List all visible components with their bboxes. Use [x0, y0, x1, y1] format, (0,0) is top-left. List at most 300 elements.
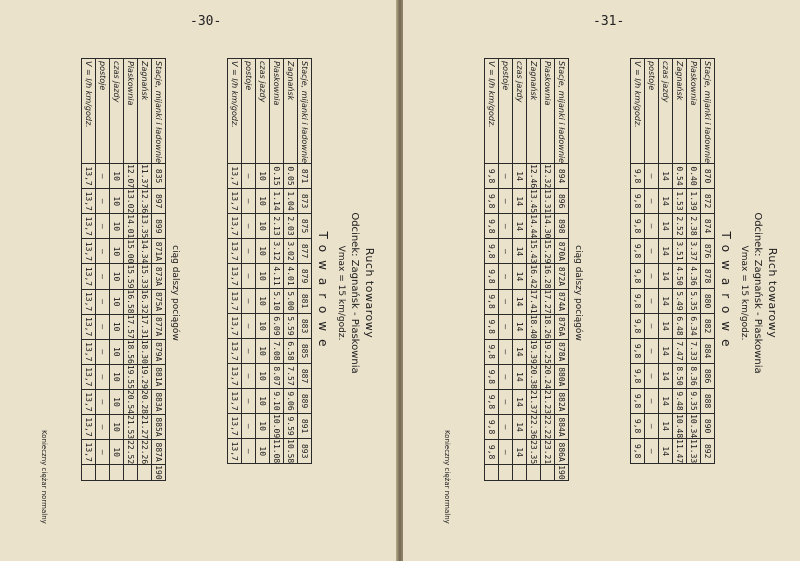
speed-cell: 9,8: [631, 364, 645, 389]
train-number-cell: 883: [298, 314, 312, 339]
run-time-cell: 10: [110, 189, 124, 214]
speed-cell: 9,8: [485, 415, 499, 440]
stop-cell: —: [645, 189, 659, 214]
speed-cell: 13,7: [82, 289, 96, 314]
train-number-cell: 874A: [555, 289, 569, 314]
timetable-row: [673, 59, 687, 464]
run-time-cell: 10: [256, 264, 270, 289]
run-time-cell: 10: [110, 239, 124, 264]
stop-cell: —: [242, 389, 256, 414]
row-label: czas jazdy: [256, 59, 270, 164]
departure-time-cell: 3.37: [687, 239, 701, 264]
departure-time-cell: 3.02: [284, 239, 298, 264]
timetable-row: [541, 59, 555, 481]
row-label: czas jazdy: [659, 59, 673, 164]
departure-time-cell: 11.33: [687, 439, 701, 464]
speed-cell: 13,7: [82, 389, 96, 414]
speed-cell: 13,7: [82, 314, 96, 339]
train-number-cell: 880: [701, 289, 715, 314]
train-number-cell: 887A: [152, 440, 166, 465]
timetable-row: [242, 59, 256, 464]
arrival-time-cell: 0.54: [673, 164, 687, 189]
speed-cell: 13,7: [228, 264, 242, 289]
stop-cell: —: [645, 314, 659, 339]
timetable-row: [645, 59, 659, 464]
train-number-cell: 888: [701, 389, 715, 414]
train-number-cell: 875A: [152, 289, 166, 314]
run-time-cell: 14: [513, 364, 527, 389]
run-time-cell: 10: [110, 214, 124, 239]
speed-cell: 13,7: [228, 314, 242, 339]
departure-time-cell: 9.06: [284, 389, 298, 414]
stop-cell: —: [499, 239, 513, 264]
stop-cell: —: [645, 164, 659, 189]
run-time-cell: 14: [513, 415, 527, 440]
page-title: Ruch towarowy: [363, 247, 376, 339]
arrival-time-cell: 22.36: [527, 415, 541, 440]
timetable-block-1: [227, 58, 312, 464]
weight-cell: [138, 465, 152, 480]
stop-cell: —: [645, 439, 659, 464]
departure-time-cell: 17.27: [541, 289, 555, 314]
timetable-row: [138, 59, 152, 481]
continuation-label: ciąg dalszy pociągów: [170, 245, 180, 341]
train-number-cell: 875: [298, 214, 312, 239]
arrival-time-cell: 15.43: [527, 239, 541, 264]
run-time-cell: 10: [256, 389, 270, 414]
train-number-cell: 876A: [555, 314, 569, 339]
row-label: V = l/h km/godz.: [228, 59, 242, 164]
arrival-time-cell: 19.39: [527, 339, 541, 364]
stop-cell: —: [242, 339, 256, 364]
departure-time-cell: 22.22: [541, 415, 555, 440]
footer-note: Konieczny ciężar normalny: [443, 430, 451, 524]
stop-cell: —: [499, 289, 513, 314]
train-number-cell: 886A: [555, 440, 569, 465]
departure-time-cell: 4.01: [284, 264, 298, 289]
run-time-cell: 14: [659, 289, 673, 314]
section-title: Odcinek: Zagnańsk - Piaskownia: [752, 212, 763, 374]
row-label: V = l/h km/godz.: [485, 59, 499, 164]
train-number-cell: 879A: [152, 339, 166, 364]
train-number-cell: 871: [298, 164, 312, 189]
stop-cell: —: [96, 389, 110, 414]
arrival-time-cell: 11.47: [673, 439, 687, 464]
train-number-cell: 891: [298, 414, 312, 439]
stop-cell: —: [499, 264, 513, 289]
stop-cell: —: [242, 414, 256, 439]
departure-time-cell: 7.57: [284, 364, 298, 389]
stop-cell: —: [96, 440, 110, 465]
run-time-cell: 10: [256, 364, 270, 389]
train-number-cell: 882A: [555, 389, 569, 414]
speed-cell: 9,8: [631, 289, 645, 314]
stop-cell: —: [96, 289, 110, 314]
run-time-cell: 14: [659, 339, 673, 364]
left-page: [0, 0, 399, 561]
arrival-time-cell: 16.42: [527, 264, 541, 289]
arrival-time-cell: 22.52: [124, 440, 138, 465]
train-number-cell: 898: [555, 214, 569, 239]
arrival-time-cell: 4.50: [673, 264, 687, 289]
run-time-cell: 14: [513, 440, 527, 465]
row-label: Stacje, mijanki i ładownie: [298, 59, 312, 164]
train-number-cell: 876: [701, 239, 715, 264]
stop-cell: —: [499, 415, 513, 440]
arrival-time-cell: 1.14: [270, 189, 284, 214]
weight-cell: [485, 465, 499, 480]
speed-cell: 9,8: [631, 214, 645, 239]
weight-cell: [110, 465, 124, 480]
train-number-cell: 870A: [555, 239, 569, 264]
speed-cell: 9,8: [485, 189, 499, 214]
arrival-time-cell: 2.52: [673, 214, 687, 239]
arrival-time-cell: 21.37: [527, 389, 541, 414]
stop-cell: —: [499, 214, 513, 239]
train-number-cell: 893: [298, 439, 312, 464]
run-time-cell: 14: [659, 239, 673, 264]
row-label: Zagnańsk: [673, 59, 687, 164]
departure-time-cell: 17.31: [138, 314, 152, 339]
train-number-cell: 897: [152, 189, 166, 214]
arrival-time-cell: 20.54: [124, 389, 138, 414]
speed-cell: 9,8: [631, 314, 645, 339]
run-time-cell: 10: [256, 164, 270, 189]
weight-cell: [513, 465, 527, 480]
train-number-cell: 885A: [152, 415, 166, 440]
run-time-cell: 14: [659, 214, 673, 239]
speed-cell: 9,8: [631, 414, 645, 439]
stop-cell: —: [499, 314, 513, 339]
train-number-cell: 881A: [152, 364, 166, 389]
row-label: V = l/h km/godz.: [82, 59, 96, 164]
arrival-time-cell: 18.56: [124, 339, 138, 364]
departure-time-cell: 20.28: [138, 389, 152, 414]
arrival-time-cell: 1.53: [673, 189, 687, 214]
speed-cell: 9,8: [485, 164, 499, 189]
run-time-cell: 14: [513, 389, 527, 414]
weight-cell: [527, 465, 541, 480]
arrival-time-cell: 15.00: [124, 239, 138, 264]
run-time-cell: 14: [659, 439, 673, 464]
row-label: Zagnańsk: [138, 59, 152, 164]
speed-cell: 9,8: [631, 164, 645, 189]
speed-limit: Vmax = 15 km/godz.: [739, 245, 749, 341]
train-number-cell: 880A: [555, 364, 569, 389]
timetable-block-2: [484, 58, 569, 481]
row-label: Stacje, mijanki i ładownie: [555, 59, 569, 164]
row-label: postoje: [499, 59, 513, 164]
run-time-cell: 10: [256, 339, 270, 364]
timetable-row: [284, 59, 298, 464]
train-number-cell: 872A: [555, 264, 569, 289]
departure-time-cell: 4.36: [687, 264, 701, 289]
speed-cell: 13,7: [228, 364, 242, 389]
train-number-cell: 882: [701, 314, 715, 339]
speed-limit: Vmax = 15 km/godz.: [336, 245, 346, 341]
train-type-heading: Towarowe: [719, 231, 733, 355]
speed-cell: 13,7: [82, 189, 96, 214]
timetable-row: [110, 59, 124, 481]
arrival-time-cell: 7.08: [270, 339, 284, 364]
speed-cell: 13,7: [228, 389, 242, 414]
stop-cell: —: [645, 339, 659, 364]
departure-time-cell: 21.27: [138, 415, 152, 440]
speed-cell: 13,7: [82, 264, 96, 289]
arrival-time-cell: 10.48: [673, 414, 687, 439]
stop-cell: —: [645, 389, 659, 414]
row-label: czas jazdy: [110, 59, 124, 164]
arrival-time-cell: 10.09: [270, 414, 284, 439]
timetable-block-2: [81, 58, 166, 481]
run-time-cell: 10: [256, 189, 270, 214]
speed-cell: 9,8: [485, 214, 499, 239]
arrival-time-cell: 9.48: [673, 389, 687, 414]
stop-cell: —: [96, 189, 110, 214]
row-label: czas jazdy: [513, 59, 527, 164]
timetable-row: [270, 59, 284, 464]
speed-cell: 13,7: [228, 439, 242, 464]
timetable-row: [298, 59, 312, 464]
speed-cell: 13,7: [228, 189, 242, 214]
stop-cell: —: [499, 164, 513, 189]
train-number-cell: 872: [701, 189, 715, 214]
departure-time-cell: 2.03: [284, 214, 298, 239]
speed-cell: 13,7: [82, 214, 96, 239]
speed-cell: 13,7: [82, 415, 96, 440]
stop-cell: —: [96, 214, 110, 239]
stop-cell: —: [499, 339, 513, 364]
departure-time-cell: 13.31: [541, 189, 555, 214]
arrival-time-cell: 15.59: [124, 264, 138, 289]
weight-cell: [96, 465, 110, 480]
speed-cell: 9,8: [631, 389, 645, 414]
row-label: postoje: [645, 59, 659, 164]
departure-time-cell: 14.34: [138, 239, 152, 264]
departure-time-cell: 2.38: [687, 214, 701, 239]
speed-cell: 9,8: [485, 339, 499, 364]
train-number-cell: 873A: [152, 264, 166, 289]
departure-time-cell: 5.59: [284, 314, 298, 339]
departure-time-cell: 10.34: [687, 414, 701, 439]
departure-time-cell: 21.23: [541, 389, 555, 414]
run-time-cell: 14: [513, 164, 527, 189]
arrival-time-cell: 18.40: [527, 314, 541, 339]
speed-cell: 9,8: [485, 440, 499, 465]
run-time-cell: 10: [110, 415, 124, 440]
arrival-time-cell: 21.53: [124, 415, 138, 440]
stop-cell: —: [645, 214, 659, 239]
stop-cell: —: [96, 264, 110, 289]
departure-time-cell: 16.32: [138, 289, 152, 314]
arrival-time-cell: 12.07: [124, 164, 138, 189]
row-label: postoje: [96, 59, 110, 164]
departure-time-cell: 5.00: [284, 289, 298, 314]
speed-cell: 13,7: [228, 289, 242, 314]
arrival-time-cell: 6.09: [270, 314, 284, 339]
stop-cell: —: [499, 364, 513, 389]
departure-time-cell: 1.04: [284, 189, 298, 214]
run-time-cell: 10: [110, 314, 124, 339]
train-number-cell: 887: [298, 364, 312, 389]
stop-cell: —: [242, 164, 256, 189]
run-time-cell: 14: [513, 314, 527, 339]
page-title: Ruch towarowy: [766, 247, 779, 339]
departure-time-cell: 19.25: [541, 339, 555, 364]
run-time-cell: 10: [256, 439, 270, 464]
speed-cell: 9,8: [631, 189, 645, 214]
timetable-row: [256, 59, 270, 464]
departure-time-cell: 9.59: [284, 414, 298, 439]
arrival-time-cell: 2.13: [270, 214, 284, 239]
stop-cell: —: [242, 239, 256, 264]
run-time-cell: 10: [256, 314, 270, 339]
timetable-block-1: [630, 58, 715, 464]
departure-time-cell: 18.30: [138, 339, 152, 364]
run-time-cell: 14: [659, 164, 673, 189]
run-time-cell: 14: [513, 214, 527, 239]
row-label: Zagnańsk: [284, 59, 298, 164]
train-number-cell: 881: [298, 289, 312, 314]
arrival-time-cell: 7.47: [673, 339, 687, 364]
train-number-cell: 892: [701, 439, 715, 464]
arrival-time-cell: 6.48: [673, 314, 687, 339]
departure-time-cell: 8.36: [687, 364, 701, 389]
departure-time-cell: 12.36: [138, 189, 152, 214]
speed-cell: 13,7: [228, 214, 242, 239]
timetable-row: [687, 59, 701, 464]
stop-cell: —: [242, 214, 256, 239]
run-time-cell: 10: [256, 414, 270, 439]
timetable-row: [513, 59, 527, 481]
train-number-cell: 890: [701, 414, 715, 439]
speed-cell: 13,7: [228, 414, 242, 439]
departure-time-cell: 6.58: [284, 339, 298, 364]
speed-cell: 13,7: [228, 339, 242, 364]
speed-cell: 9,8: [485, 364, 499, 389]
speed-cell: 13,7: [82, 164, 96, 189]
row-label: Piaskownia: [270, 59, 284, 164]
stop-cell: —: [242, 439, 256, 464]
train-number-cell: 835: [152, 164, 166, 189]
arrival-time-cell: 5.10: [270, 289, 284, 314]
speed-cell: 9,8: [485, 389, 499, 414]
speed-cell: 13,7: [228, 239, 242, 264]
timetable-row: [124, 59, 138, 481]
right-page: [402, 0, 800, 561]
train-number-cell: 894: [555, 164, 569, 189]
speed-cell: 9,8: [631, 239, 645, 264]
departure-time-cell: 19.29: [138, 364, 152, 389]
departure-time-cell: 14.30: [541, 214, 555, 239]
train-number-cell: 877: [298, 239, 312, 264]
stop-cell: —: [96, 364, 110, 389]
arrival-time-cell: 13.45: [527, 189, 541, 214]
section-title: Odcinek: Zagnańsk - Piaskownia: [349, 212, 360, 374]
train-number-cell: 883A: [152, 389, 166, 414]
timetable-row: [659, 59, 673, 464]
speed-cell: 9,8: [631, 339, 645, 364]
departure-time-cell: 5.35: [687, 289, 701, 314]
train-number-cell: 889: [298, 389, 312, 414]
run-time-cell: 14: [513, 264, 527, 289]
departure-time-cell: 13.35: [138, 214, 152, 239]
arrival-time-cell: 3.12: [270, 239, 284, 264]
row-label: Piaskownia: [687, 59, 701, 164]
departure-time-cell: 1.39: [687, 189, 701, 214]
stop-cell: —: [645, 239, 659, 264]
speed-cell: 9,8: [631, 264, 645, 289]
timetable-row: [527, 59, 541, 481]
train-type-heading: Towarowe: [316, 231, 330, 355]
speed-cell: 13,7: [82, 239, 96, 264]
arrival-time-cell: 14.44: [527, 214, 541, 239]
run-time-cell: 10: [110, 364, 124, 389]
run-time-cell: 14: [513, 339, 527, 364]
run-time-cell: 14: [513, 239, 527, 264]
timetable-row: [555, 59, 569, 481]
speed-cell: 9,8: [485, 314, 499, 339]
arrival-time-cell: 8.07: [270, 364, 284, 389]
stop-cell: —: [242, 189, 256, 214]
departure-time-cell: 18.26: [541, 314, 555, 339]
arrival-time-cell: 23.35: [527, 440, 541, 465]
departure-time-cell: 15.33: [138, 264, 152, 289]
speed-cell: 9,8: [485, 289, 499, 314]
run-time-cell: 10: [110, 164, 124, 189]
timetable-row: [485, 59, 499, 481]
timetable-row: [228, 59, 242, 464]
run-time-cell: 14: [659, 264, 673, 289]
train-number-cell: 878A: [555, 339, 569, 364]
arrival-time-cell: 20.38: [527, 364, 541, 389]
run-time-cell: 14: [659, 389, 673, 414]
run-time-cell: 14: [659, 414, 673, 439]
departure-time-cell: 0.40: [687, 164, 701, 189]
continuation-label: ciąg dalszy pociągów: [573, 245, 583, 341]
speed-cell: 13,7: [82, 440, 96, 465]
run-time-cell: 10: [110, 339, 124, 364]
stop-cell: —: [242, 364, 256, 389]
train-number-cell: 884: [701, 339, 715, 364]
weight-cell: [541, 465, 555, 480]
run-time-cell: 10: [256, 239, 270, 264]
speed-cell: 13,7: [82, 339, 96, 364]
run-time-cell: 10: [110, 264, 124, 289]
arrival-time-cell: 16.58: [124, 289, 138, 314]
train-number-cell: 871A: [152, 239, 166, 264]
stop-cell: —: [645, 364, 659, 389]
stop-cell: —: [96, 415, 110, 440]
row-label: Piaskownia: [541, 59, 555, 164]
timetable-row: [499, 59, 513, 481]
departure-time-cell: 22.26: [138, 440, 152, 465]
weight-cell: 190: [555, 465, 569, 480]
departure-time-cell: 7.33: [687, 339, 701, 364]
run-time-cell: 10: [256, 289, 270, 314]
weight-cell: [499, 465, 513, 480]
stop-cell: —: [499, 440, 513, 465]
stop-cell: —: [242, 264, 256, 289]
departure-time-cell: 12.32: [541, 164, 555, 189]
arrival-time-cell: 13.02: [124, 189, 138, 214]
speed-cell: 13,7: [228, 164, 242, 189]
arrival-time-cell: 12.46: [527, 164, 541, 189]
departure-time-cell: 20.24: [541, 364, 555, 389]
stop-cell: —: [499, 189, 513, 214]
run-time-cell: 10: [256, 214, 270, 239]
stop-cell: —: [499, 389, 513, 414]
